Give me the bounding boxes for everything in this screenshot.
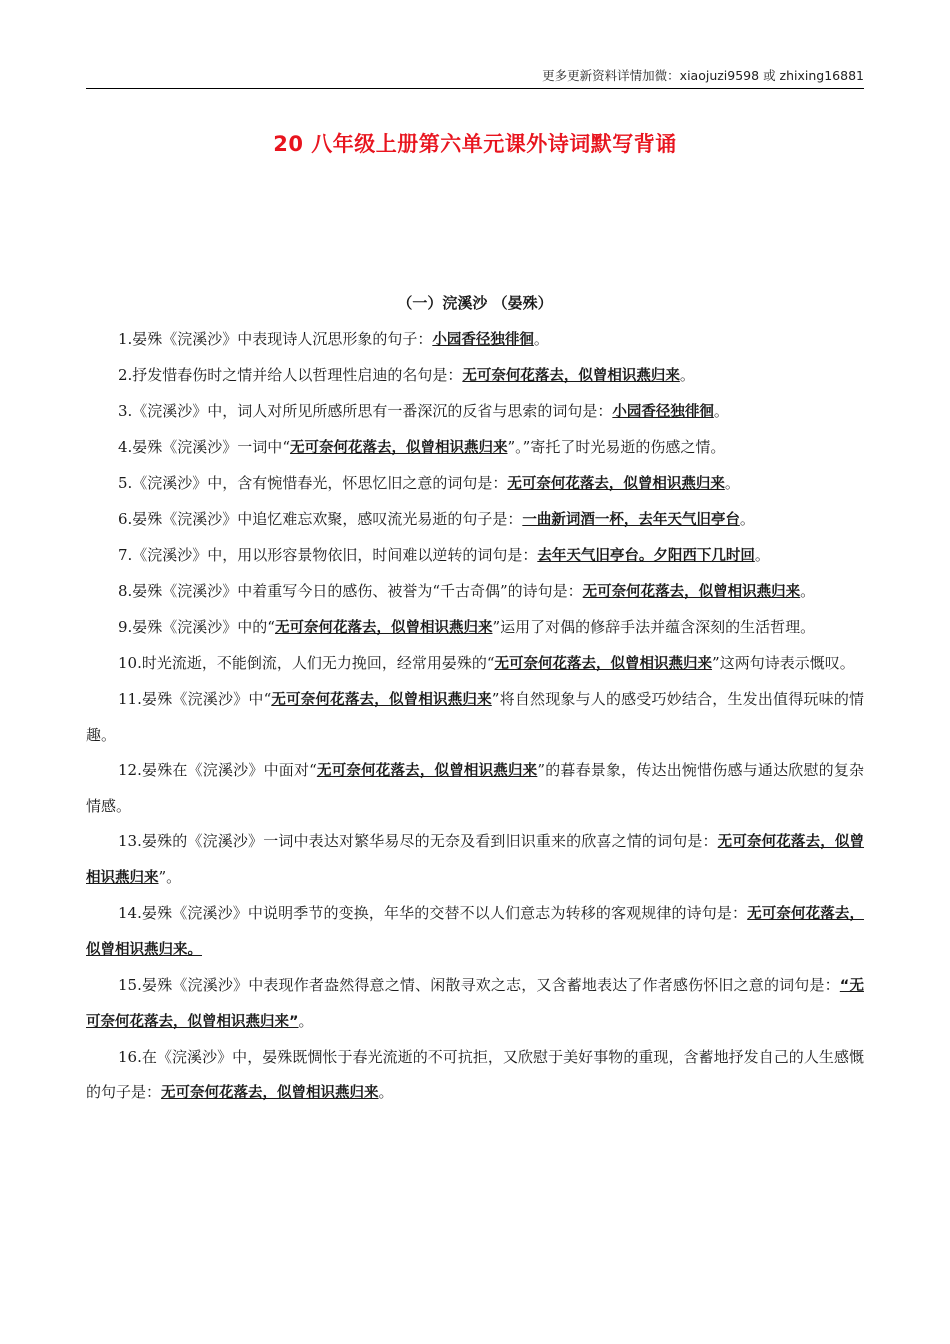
answer-text: 无可奈何花落去，似曾相识燕归来。 xyxy=(86,906,865,958)
header-divider xyxy=(86,88,864,89)
question-item: 10.时光流逝，不能倒流，人们无力挽回，经常用晏殊的“无可奈何花落去，似曾相识燕归来”这两句诗表示慨叹。 xyxy=(118,654,855,672)
answer-text: 小园香径独徘徊 xyxy=(612,404,714,420)
answer-text: 无可奈何花落去，似曾相识燕归来 xyxy=(316,763,538,779)
question-item: 3.《浣溪沙》中，词人对所见所感所思有一番深沉的反省与思索的词句是：小园香径独徘徊。 xyxy=(118,402,729,420)
answer-text: 去年天气旧亭台。夕阳西下几时回 xyxy=(537,548,755,564)
question-item: 5.《浣溪沙》中，含有惋惜春光，怀思忆旧之意的词句是：无可奈何花落去，似曾相识燕归来。 xyxy=(118,474,740,492)
question-list xyxy=(86,322,864,1111)
question-item: 2.抒发惜春伤时之情并给人以哲理性启迪的名句是：无可奈何花落去，似曾相识燕归来。 xyxy=(118,366,695,384)
answer-text: 无可奈何花落去，似曾相识燕归来 xyxy=(494,656,713,672)
answer-text: 无可奈何花落去，似曾相识燕归来 xyxy=(271,692,492,708)
answer-text: 小园香径独徘徊 xyxy=(432,332,534,348)
page-title: 20 八年级上册第六单元课外诗词默写背诵 xyxy=(273,132,677,156)
answer-text: 无可奈何花落去，似曾相识燕归来 xyxy=(582,584,801,600)
header-contact: 更多更新资料详情加微：xiaojuzi9598 或 zhixing16881 xyxy=(542,68,864,83)
answer-text: 无可奈何花落去，似曾相识燕归来 xyxy=(289,440,508,456)
answer-text: 无可奈何花落去，似曾相识燕归来 xyxy=(507,476,725,492)
answer-text: “无可奈何花落去，似曾相识燕归来” xyxy=(86,978,864,1030)
question-item: 16.在《浣溪沙》中，晏殊既惆怅于春光流逝的不可抗拒，又欣慰于美好事物的重现，含蓄地抒发自己的人生感慨的句子是：无可奈何花落去，似曾相识燕归来。 xyxy=(86,1048,864,1101)
question-item: 4.晏殊《浣溪沙》一词中“无可奈何花落去，似曾相识燕归来”。”寄托了时光易逝的伤感之情。 xyxy=(118,438,726,456)
question-item: 12.晏殊在《浣溪沙》中面对“无可奈何花落去，似曾相识燕归来”的暮春景象，传达出惋惜伤感与通达欣慰的复杂情感。 xyxy=(86,761,865,815)
answer-text: 一曲新词酒一杯，去年天气旧亭台 xyxy=(522,512,740,528)
question-item: 11.晏殊《浣溪沙》中“无可奈何花落去，似曾相识燕归来”将自然现象与人的感受巧妙结合，生发出值得玩味的情趣。 xyxy=(86,690,865,744)
question-item: 6.晏殊《浣溪沙》中追忆难忘欢聚，感叹流光易逝的句子是：一曲新词酒一杯，去年天气旧亭台。 xyxy=(118,510,755,528)
question-item: 9.晏殊《浣溪沙》中的“无可奈何花落去，似曾相识燕归来”运用了对偶的修辞手法并蕴含深刻的生活哲理。 xyxy=(118,618,816,636)
section-heading: （一）浣溪沙 （晏殊） xyxy=(397,294,553,312)
answer-text: 无可奈何花落去，似曾相识燕归来 xyxy=(462,368,680,384)
answer-text: 无可奈何花落去，似曾相识燕归来 xyxy=(274,620,493,636)
question-item: 7.《浣溪沙》中，用以形容景物依旧，时间难以逆转的词句是：去年天气旧亭台。夕阳西下几时回。 xyxy=(118,546,770,564)
answer-text: 无可奈何花落去，似曾相识燕归来 xyxy=(161,1085,379,1101)
question-item: 1.晏殊《浣溪沙》中表现诗人沉思形象的句子：小园香径独徘徊。 xyxy=(118,330,549,348)
answer-text: 无可奈何花落去，似曾相识燕归来 xyxy=(86,834,865,886)
question-item: 13.晏殊的《浣溪沙》一词中表达对繁华易尽的无奈及看到旧识重来的欣喜之情的词句是：无可奈何花落去，似曾相识燕归来”。 xyxy=(86,832,865,886)
question-item: 15.晏殊《浣溪沙》中表现作者盎然得意之情、闲散寻欢之志，又含蓄地表达了作者感伤怀旧之意的词句是：“无可奈何花落去，似曾相识燕归来”。 xyxy=(86,976,864,1030)
question-item: 8.晏殊《浣溪沙》中着重写今日的感伤、被誉为“千古奇偶”的诗句是：无可奈何花落去，似曾相识燕归来。 xyxy=(118,582,816,600)
question-item: 14.晏殊《浣溪沙》中说明季节的变换，年华的交替不以人们意志为转移的客观规律的诗句是：无可奈何花落去，似曾相识燕归来。 xyxy=(86,904,865,958)
